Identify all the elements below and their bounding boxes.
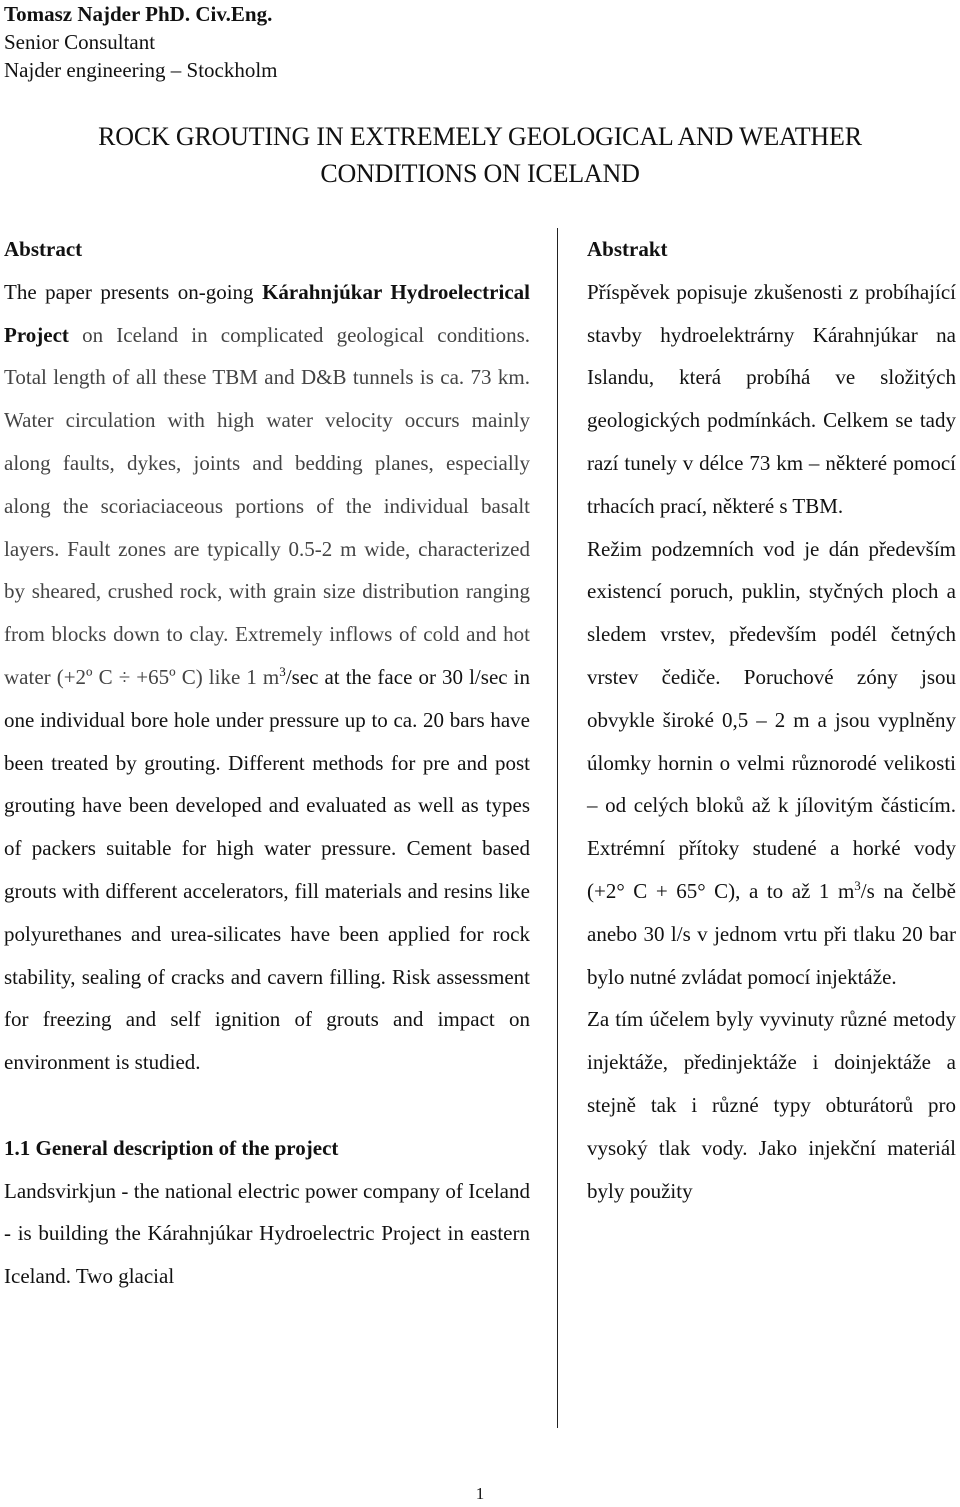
column-divider	[557, 228, 558, 1428]
author-affiliation: Najder engineering – Stockholm	[4, 58, 278, 82]
title-line-2: CONDITIONS ON ICELAND	[320, 159, 640, 188]
abstrakt-paragraph-2-part-1: Režim podzemních vod je dán především existencí poruch, puklin, styčných ploch a sledem vrstev, především podél četných vrstev čediče. Poruchové zóny jsou obvykle široké 0,5 – 2 m a jsou vyplněny úlomky hornin o velmi různorodé velikosti – od celých bloků až k jílovitým částicím. Extrémní přítoky studené a horké vody (+2° C + 65° C), a to až 1 m	[587, 536, 956, 903]
czech-column	[587, 228, 956, 1212]
abstrakt-paragraph-2-part-2: /s na čelbě anebo 30 l/s v jednom vrtu při tlaku 20 bar bylo nutné zvládat pomocí injektáže.	[587, 878, 956, 989]
abstrakt-paragraph-3: Za tím účelem byly vyvinuty různé metody injektáže, předinjektáže i doinjektáže a stejně tak i různé typy obturátorů pro vysoký tlak vody. Jako injekční materiál byly použity	[587, 1007, 956, 1203]
abstract-text	[4, 271, 530, 1084]
abstract-heading: Abstract	[4, 237, 83, 261]
section-text: Landsvirkjun - the national electric power company of Iceland - is building the Kárahnjúkar Hydroelectric Project in eastern Iceland. Two glacial	[4, 1178, 530, 1289]
project-name-bold: Kárahnjúkar Hydroelectrical Project	[4, 279, 530, 347]
section-spacer	[4, 1084, 530, 1127]
author-position: Senior Consultant	[4, 30, 156, 54]
abstract-text-part-1: The paper presents on-going	[4, 279, 263, 304]
author-header	[4, 0, 278, 84]
abstract-text-part-2: on Iceland in complicated geological conditions. Total length of all these TBM and D&B tunnels is ca. 73 km. Water circulation with high water velocity occurs mainly along faults, dykes, joints and bedding planes, especially along the scoriaciaceous portions of the individual basalt layers. Fault zones are typically 0.5-2 m wide, characterized by sheared, crushed rock, with grain size distribution ranging from blocks down to clay. Extremely inflows of cold and hot water (+2º C ÷ +65º C) like 1 m	[4, 322, 530, 689]
english-column	[4, 228, 530, 1298]
author-name: Tomasz Najder PhD. Civ.Eng.	[4, 2, 273, 26]
abstract-superscript: 3	[279, 663, 286, 679]
abstrakt-superscript: 3	[854, 877, 861, 893]
abstrakt-paragraph-1: Příspěvek popisuje zkušenosti z probíhající stavby hydroelektrárny Kárahnjúkar na Islandu, která probíhá ve složitých geologických podmínkách. Celkem se tady razí tunely v délce 73 km – některé pomocí trhacích prací, některé s TBM.	[587, 279, 956, 518]
abstract-text-part-3: /sec at the face or 30 l/sec in one individual bore hole under pressure up to ca. 20 bars have been treated by grouting. Different methods for pre and post grouting have been developed and evaluated as well as types of packers suitable for high water pressure. Cement based grouts with different accelerators, fill materials and resins like polyurethanes and urea-silicates have been applied for rock stability, sealing of cracks and cavern filling. Risk assessment for freezing and self ignition of grouts and impact on environment is studied.	[4, 664, 530, 1075]
page-number: 1	[475, 1484, 485, 1503]
title-line-1: ROCK GROUTING IN EXTREMELY GEOLOGICAL AND WEATHER	[98, 122, 862, 151]
section-heading: 1.1 General description of the project	[4, 1135, 339, 1160]
paper-title	[0, 118, 960, 192]
abstrakt-heading: Abstrakt	[587, 237, 668, 261]
abstrakt-paragraph-2	[587, 528, 956, 999]
